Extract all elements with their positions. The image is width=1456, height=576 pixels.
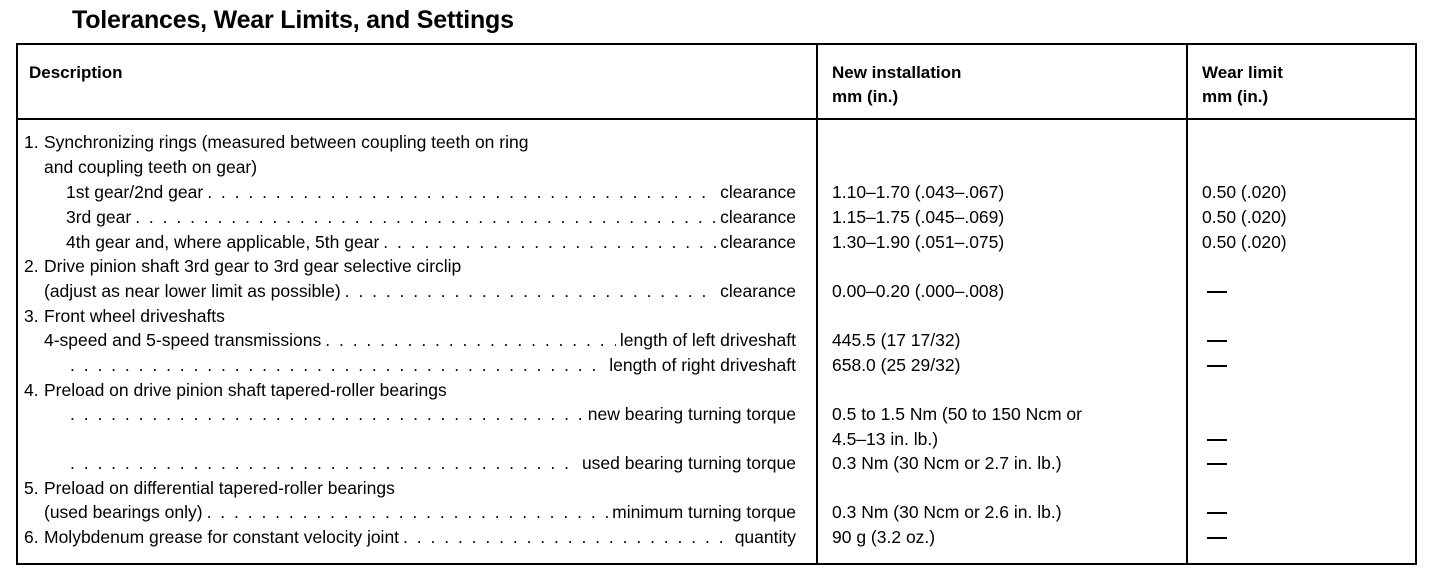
new-installation-value: 0.3 Nm (30 Ncm or 2.7 in. lb.) (832, 453, 1062, 473)
header-divider (18, 118, 1415, 120)
row-measure: clearance (720, 232, 796, 252)
wear-limit-dash (1207, 365, 1227, 367)
row-description: Synchronizing rings (measured between coupling teeth on ring (44, 132, 529, 152)
row-number: 5. (24, 478, 39, 498)
table-row (18, 476, 1415, 500)
new-installation-value: 1.10–1.70 (.043–.067) (832, 182, 1005, 202)
row-description: (adjust as near lower limit as possible) (44, 281, 341, 301)
row-description: Preload on drive pinion shaft tapered-roller bearings (44, 380, 447, 400)
description-with-leader (44, 279, 796, 303)
row-description: Front wheel driveshafts (44, 306, 225, 326)
description-with-leader (44, 328, 796, 352)
row-measure: quantity (734, 527, 796, 547)
table-row (18, 254, 1415, 278)
dot-leader (403, 525, 731, 549)
table-row (18, 451, 1415, 475)
table-row (18, 279, 1415, 303)
table-row (18, 205, 1415, 229)
dot-leader (70, 353, 605, 377)
row-description: Preload on differential tapered-roller bearings (44, 478, 395, 498)
new-installation-value: 90 g (3.2 oz.) (832, 527, 936, 547)
header-new-installation: New installation (832, 63, 962, 82)
description-with-leader (66, 451, 796, 475)
row-number: 1. (24, 132, 39, 152)
description-with-leader (66, 205, 796, 229)
new-installation-value: 1.30–1.90 (.051–.075) (832, 232, 1005, 252)
wear-limit-dash (1207, 537, 1227, 539)
row-measure: clearance (720, 281, 796, 301)
description-with-leader (44, 500, 796, 524)
table-row (18, 500, 1415, 524)
row-description: 4th gear and, where applicable, 5th gear (66, 232, 380, 252)
table-row (18, 378, 1415, 402)
header-wear-limit: Wear limit (1202, 63, 1283, 82)
dot-leader (207, 180, 716, 204)
new-installation-value: 4.5–13 in. lb.) (832, 429, 939, 449)
row-measure: minimum turning torque (612, 502, 796, 522)
new-installation-value: 0.00–0.20 (.000–.008) (832, 281, 1005, 301)
new-installation-value: 658.0 (25 29/32) (832, 355, 961, 375)
description-with-leader (66, 230, 796, 254)
table-row (18, 230, 1415, 254)
wear-limit-value: 0.50 (.020) (1202, 207, 1287, 227)
table-row (18, 427, 1415, 451)
table-row (18, 130, 1415, 154)
row-measure: used bearing turning torque (581, 453, 796, 473)
dot-leader (325, 328, 616, 352)
wear-limit-dash (1207, 463, 1227, 465)
row-measure: clearance (720, 182, 796, 202)
wear-limit-dash (1207, 439, 1227, 441)
wear-limit-dash (1207, 340, 1227, 342)
new-installation-value: 0.5 to 1.5 Nm (50 to 150 Ncm or (832, 404, 1082, 424)
table-row (18, 304, 1415, 328)
row-measure: new bearing turning torque (587, 404, 796, 424)
table-row (18, 525, 1415, 549)
row-description: 3rd gear (66, 207, 132, 227)
row-description: Drive pinion shaft 3rd gear to 3rd gear selective circlip (44, 256, 462, 276)
row-measure: length of right driveshaft (609, 355, 796, 375)
new-installation-value: 445.5 (17 17/32) (832, 330, 961, 350)
dot-leader (207, 500, 609, 524)
row-description: 1st gear/2nd gear (66, 182, 204, 202)
table-row (18, 328, 1415, 352)
dot-leader (135, 205, 716, 229)
table-row (18, 353, 1415, 377)
table-row (18, 402, 1415, 426)
new-installation-value: 0.3 Nm (30 Ncm or 2.6 in. lb.) (832, 502, 1062, 522)
row-measure: clearance (720, 207, 796, 227)
page-title: Tolerances, Wear Limits, and Settings (72, 6, 514, 34)
row-description: (used bearings only) (44, 502, 203, 522)
row-number: 3. (24, 306, 39, 326)
row-measure: length of left driveshaft (619, 330, 796, 350)
row-number: 6. (24, 527, 39, 547)
dot-leader (383, 230, 716, 254)
table-row (18, 180, 1415, 204)
row-description: Molybdenum grease for constant velocity joint (44, 527, 400, 547)
description-with-leader (44, 525, 796, 549)
row-number: 2. (24, 256, 39, 276)
description-with-leader (66, 402, 796, 426)
row-number: 4. (24, 380, 39, 400)
table-row (18, 155, 1415, 179)
header-new-installation-unit: mm (in.) (832, 87, 899, 106)
header-description: Description (29, 63, 123, 82)
dot-leader (70, 451, 578, 475)
dot-leader (70, 402, 584, 426)
dot-leader (345, 279, 716, 303)
header-wear-limit-unit: mm (in.) (1202, 87, 1269, 106)
wear-limit-dash (1207, 512, 1227, 514)
wear-limit-value: 0.50 (.020) (1202, 182, 1287, 202)
wear-limit-value: 0.50 (.020) (1202, 232, 1287, 252)
row-description: and coupling teeth on gear) (44, 157, 258, 177)
description-with-leader (66, 353, 796, 377)
description-with-leader (66, 180, 796, 204)
new-installation-value: 1.15–1.75 (.045–.069) (832, 207, 1005, 227)
row-description: 4-speed and 5-speed transmissions (44, 330, 322, 350)
tolerances-table (16, 43, 1417, 565)
wear-limit-dash (1207, 291, 1227, 293)
